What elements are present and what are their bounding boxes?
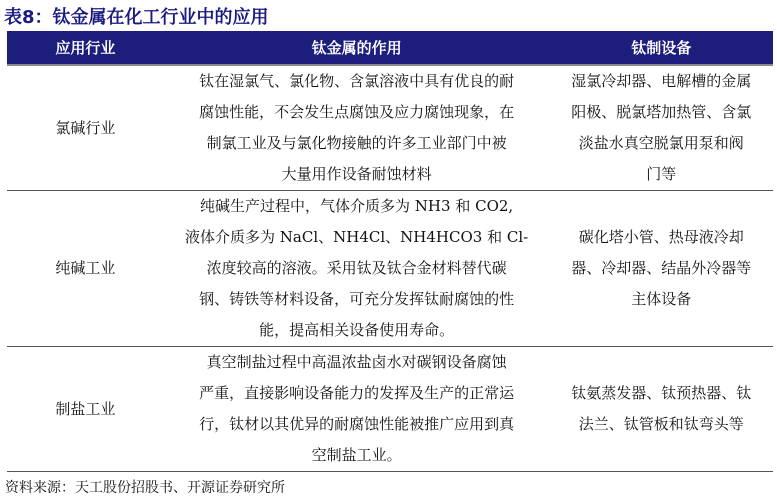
role-cell (164, 191, 550, 347)
equipment-cell (549, 65, 773, 191)
industry-cell (7, 191, 164, 347)
table-row (7, 65, 773, 191)
table-row (7, 191, 773, 347)
industry-cell (7, 347, 164, 472)
role-line: 液体介质多为 NaCl、NH4Cl、NH4HCO3 和 Cl- (185, 228, 529, 246)
equipment-cell (549, 191, 773, 347)
role-cell (164, 347, 550, 472)
equipment-line: 钛氨蒸发器、钛预热器、钛 (571, 384, 752, 402)
equipment-cell (549, 347, 773, 472)
equipment-line: 碳化塔小管、热母液冷却 (578, 228, 744, 246)
role-line: 大量用作设备耐蚀材料 (281, 165, 432, 183)
equipment-line: 阳极、脱氯塔加热管、含氯 (571, 103, 752, 121)
header-equipment: 钛制设备 (549, 31, 773, 65)
role-line: 制氯工业及与氯化物接触的许多工业部门中被 (206, 134, 507, 152)
header-row (7, 31, 773, 65)
equipment-line: 法兰、钛管板和钛弯头等 (578, 415, 744, 433)
equipment-line: 湿氯冷却器、电解槽的金属 (571, 72, 752, 90)
role-cell (164, 65, 550, 191)
role-line: 行，钛材以其优异的耐腐蚀性能被推广应用到真 (199, 415, 515, 433)
industry-name: 制盐工业 (55, 399, 116, 418)
role-line: 钛在湿氯气、氯化物、含氯溶液中具有优良的耐 (199, 72, 515, 90)
industry-name: 氯碱行业 (55, 118, 116, 137)
role-line: 空制盐工业。 (311, 446, 402, 464)
role-line: 纯碱生产过程中，气体介质多为 NH3 和 CO2, (200, 197, 514, 215)
table-title: 表8：钛金属在化工行业中的应用 (4, 7, 269, 28)
role-line: 钢、铸铁等材料设备，可充分发挥钛耐腐蚀的性 (199, 290, 515, 308)
role-line: 真空制盐过程中高温浓盐卤水对碳钢设备腐蚀 (206, 353, 507, 371)
equipment-line: 器、冷却器、结晶外冷器等 (571, 259, 752, 277)
titanium-applications-table (7, 31, 773, 472)
industry-cell (7, 65, 164, 191)
table-row (7, 347, 773, 472)
equipment-line: 门等 (646, 165, 677, 183)
role-line: 浓度较高的溶液。采用钛及钛合金材料替代碳 (206, 259, 507, 277)
equipment-line: 淡盐水真空脱氯用泵和阀 (578, 134, 744, 152)
source-note: 资料来源：天工股份招股书、开源证券研究所 (5, 480, 285, 496)
role-line: 能，提高相关设备使用寿命。 (259, 321, 455, 339)
role-line: 严重，直接影响设备能力的发挥及生产的正常运 (199, 384, 515, 402)
industry-name: 纯碱工业 (55, 259, 116, 277)
equipment-line: 主体设备 (631, 290, 692, 308)
header-industry: 应用行业 (7, 31, 164, 65)
role-line: 腐蚀性能，不会发生点腐蚀及应力腐蚀现象，在 (199, 103, 515, 121)
header-role: 钛金属的作用 (164, 31, 550, 65)
